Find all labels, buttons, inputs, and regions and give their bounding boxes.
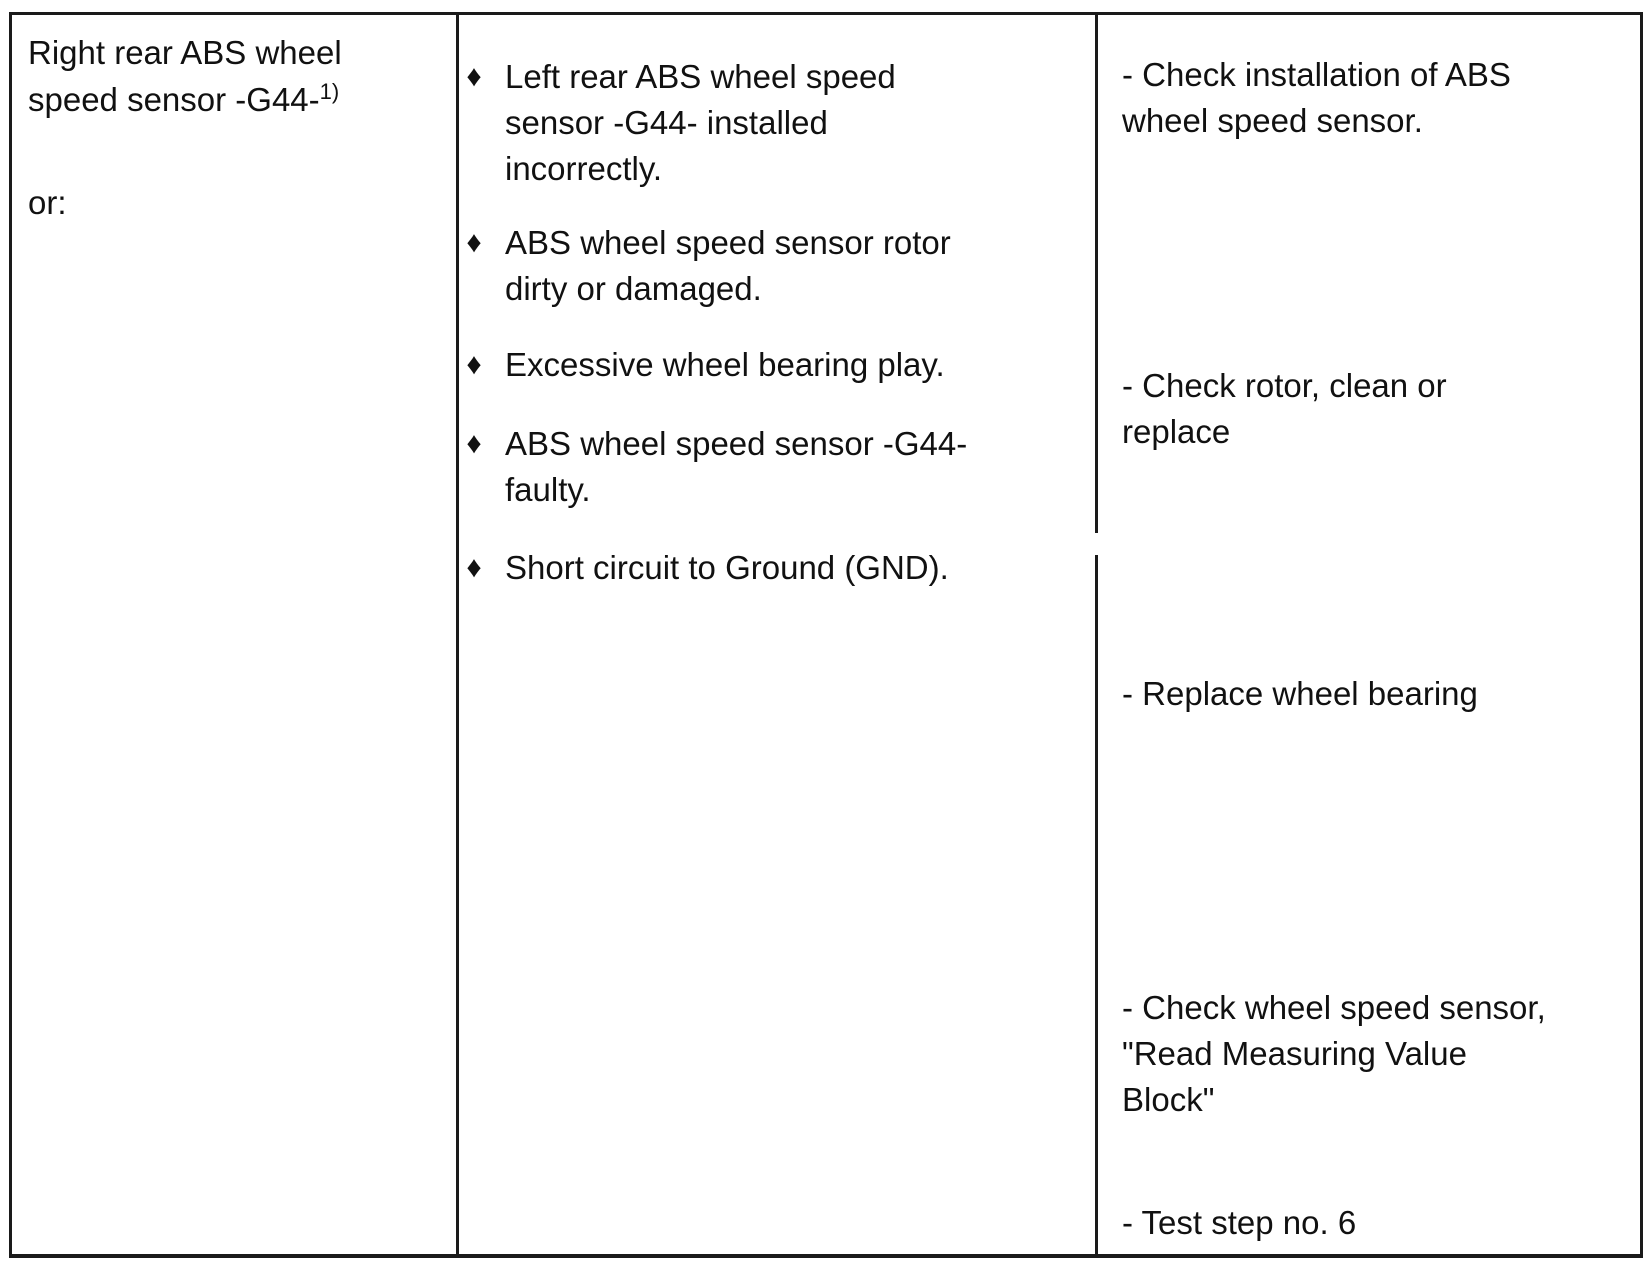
remedy-text: - Replace wheel bearing [1122, 675, 1478, 712]
condition-cell [28, 29, 342, 123]
cause-text: ABS wheel speed sensor rotor dirty or damaged. [505, 224, 951, 307]
or-label: or: [28, 184, 67, 221]
diamond-bullet-icon: ♦ [466, 60, 482, 93]
remedy-text: - Test step no. 6 [1122, 1204, 1357, 1241]
condition-line1: Right rear ABS wheel [28, 34, 342, 71]
footnote-marker: 1) [319, 79, 340, 104]
diamond-bullet-icon: ♦ [466, 427, 482, 460]
cause-item [466, 220, 951, 312]
cause-item [466, 342, 945, 388]
diamond-bullet-icon: ♦ [466, 226, 482, 259]
remedy-text: - Check installation of ABS wheel speed sensor. [1122, 56, 1511, 139]
cause-text: Short circuit to Ground (GND). [505, 549, 949, 586]
remedy-text: - Check wheel speed sensor, "Read Measuring Value Block" [1122, 989, 1546, 1118]
cause-text: Excessive wheel bearing play. [505, 346, 945, 383]
fault-table [9, 12, 1643, 1258]
cause-text: Left rear ABS wheel speed sensor -G44- installed incorrectly. [505, 58, 896, 187]
cause-item [466, 545, 949, 591]
cause-text: ABS wheel speed sensor -G44- faulty. [505, 425, 968, 508]
diamond-bullet-icon: ♦ [466, 551, 482, 584]
condition-line2-text: speed sensor -G44- [28, 81, 320, 118]
column-divider-2-lower [1095, 555, 1098, 1257]
column-divider-1 [456, 15, 459, 1257]
diamond-bullet-icon: ♦ [466, 348, 482, 381]
column-divider-2-upper [1095, 15, 1098, 533]
condition-line2 [28, 76, 342, 123]
remedy-text: - Check rotor, clean or replace [1122, 367, 1447, 450]
cause-item [466, 421, 968, 513]
cause-item [466, 54, 896, 192]
